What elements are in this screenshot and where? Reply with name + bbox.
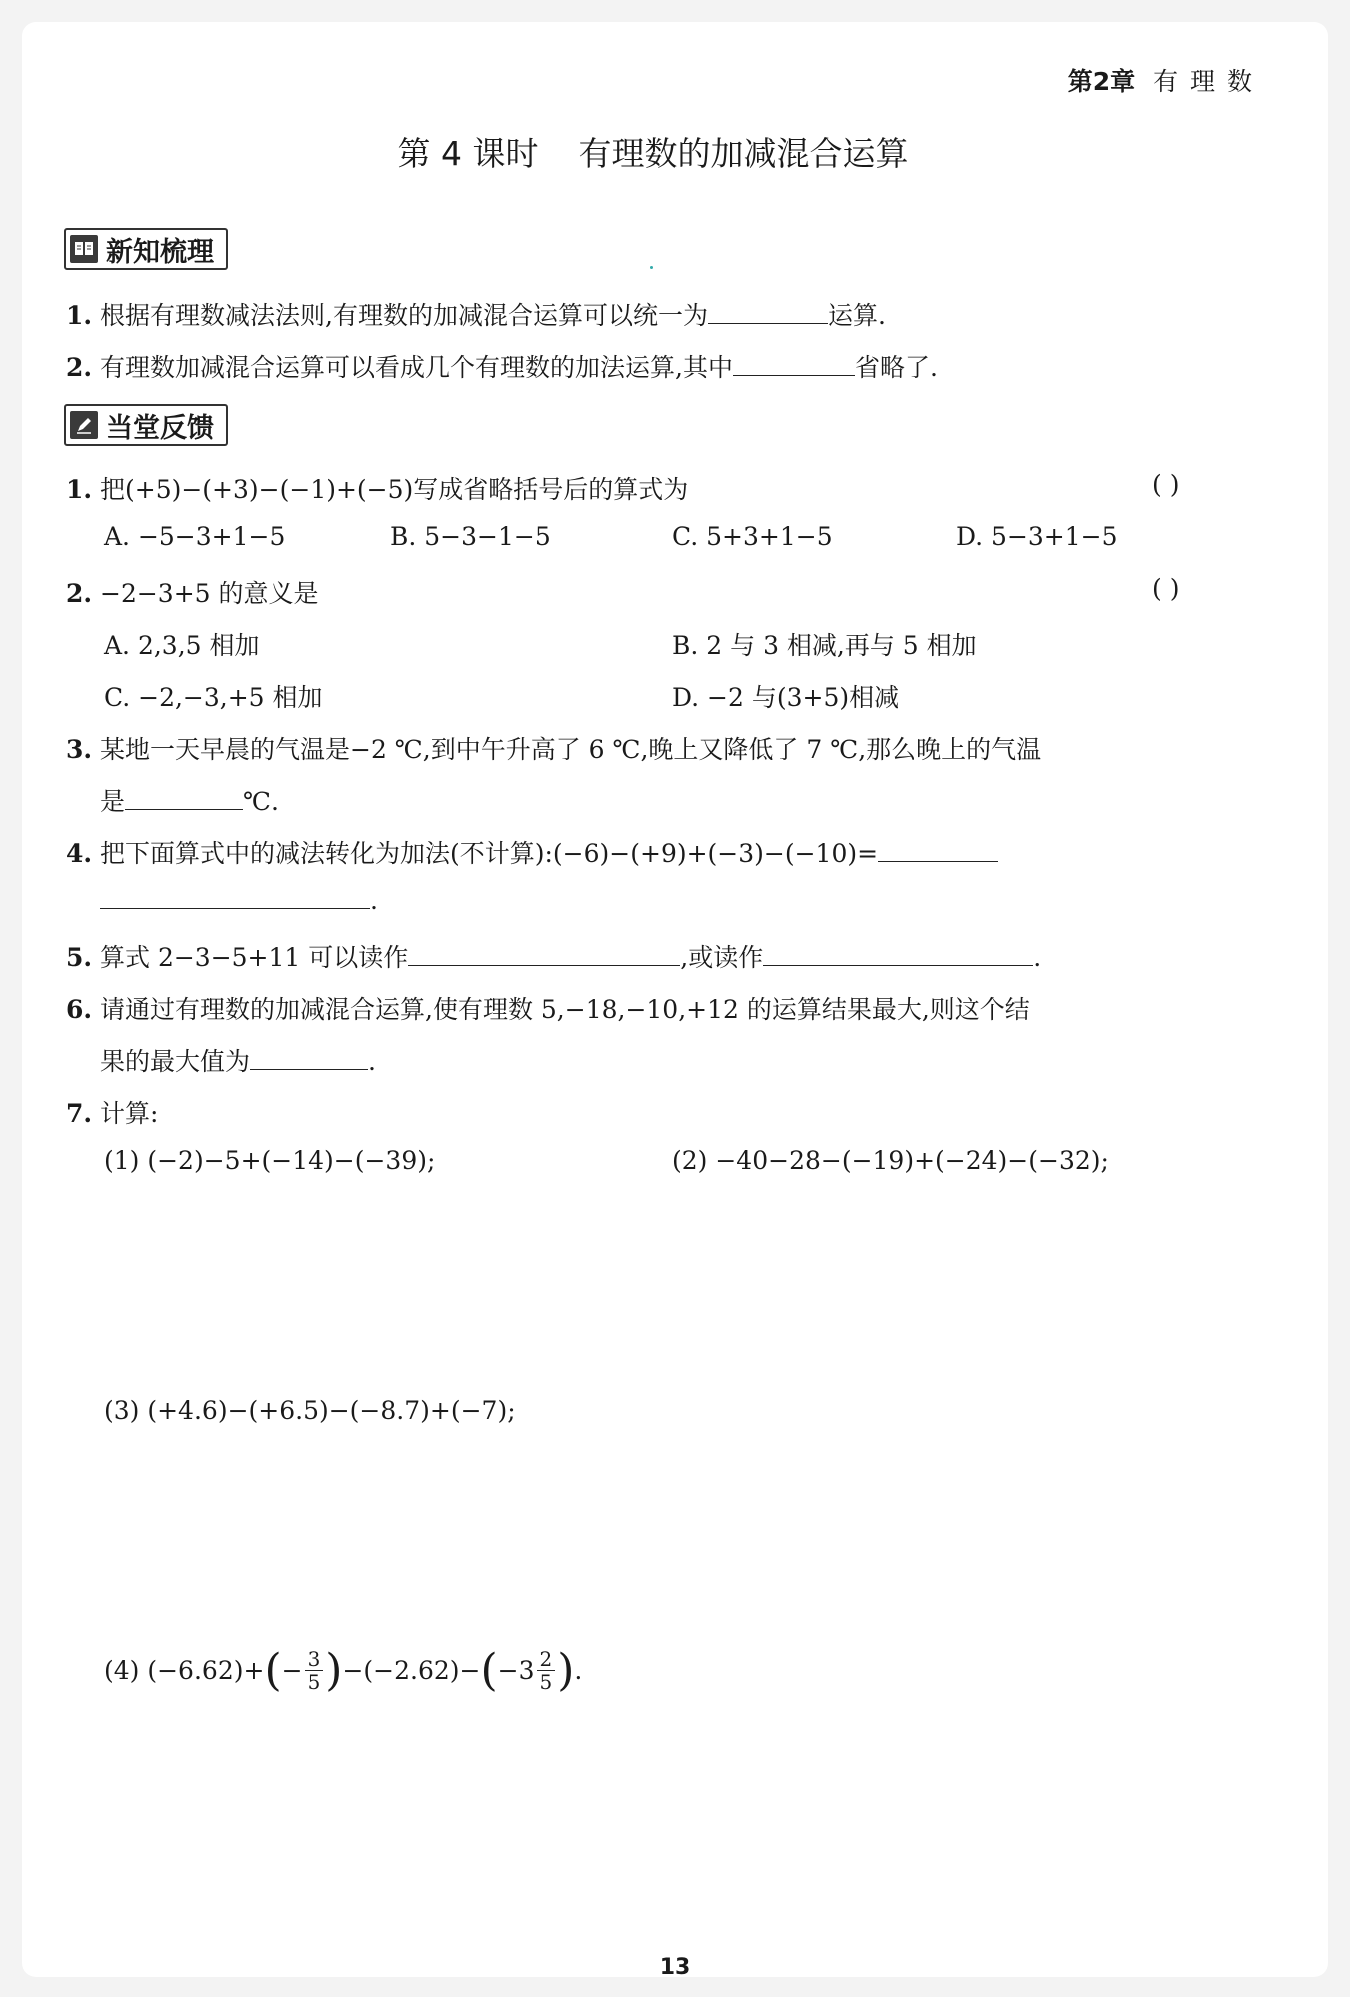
question-6-line-2: 果的最大值为 . (100, 1047, 376, 1076)
section-new-knowledge (64, 228, 228, 270)
knowledge-item-1: 1. 根据有理数减法法则,有理数的加减混合运算可以统一为 运算. (66, 301, 886, 330)
answer-blank[interactable] (100, 886, 370, 909)
section-title: 新知梳理 (106, 236, 214, 268)
answer-blank[interactable] (250, 1047, 368, 1070)
option-b[interactable]: B. 5−3−1−5 (390, 522, 551, 551)
knowledge-item-2: 2. 有理数加减混合运算可以看成几个有理数的加法运算,其中 省略了. (66, 353, 938, 382)
pencil-icon (70, 411, 98, 439)
answer-blank[interactable] (878, 839, 998, 862)
question-5: 5. 算式 2−3−5+11 可以读作 ,或读作 . (66, 943, 1042, 972)
section-title: 当堂反馈 (106, 412, 214, 444)
question-3: 3. 某地一天早晨的气温是−2 ℃,到中午升高了 6 ℃,晚上又降低了 7 ℃,那么晚上的气温 (66, 735, 1042, 764)
option-c[interactable]: C. 5+3+1−5 (672, 522, 833, 551)
lesson-number: 第 4 课时 (397, 134, 539, 173)
question-2: 2. −2−3+5 的意义是 (66, 579, 319, 608)
question-7: 7. 计算: (66, 1099, 159, 1128)
option-a[interactable]: A. −5−3+1−5 (104, 522, 286, 551)
answer-blank[interactable] (763, 943, 1033, 966)
answer-blank[interactable] (408, 943, 680, 966)
lesson-title (0, 128, 1306, 175)
lesson-topic: 有理数的加减混合运算 (578, 134, 909, 173)
option-d[interactable]: D. −2 与(3+5)相减 (672, 683, 900, 712)
option-d[interactable]: D. 5−3+1−5 (956, 522, 1118, 551)
answer-blank[interactable] (708, 301, 828, 324)
question-6: 6. 请通过有理数的加减混合运算,使有理数 5,−18,−10,+12 的运算结果最大,则这个结 (66, 995, 1030, 1024)
calc-problem-2: (2) −40−28−(−19)+(−24)−(−32); (672, 1146, 1109, 1175)
page-number: 13 (659, 1955, 691, 1980)
chapter-header (1068, 62, 1254, 98)
chapter-number: 第2章 (1067, 67, 1136, 96)
option-a[interactable]: A. 2,3,5 相加 (104, 631, 260, 660)
calc-problem-3: (3) (+4.6)−(+6.5)−(−8.7)+(−7); (104, 1396, 516, 1425)
question-3-line-2: 是 ℃. (100, 787, 279, 816)
section-class-feedback (64, 404, 228, 446)
answer-blank[interactable] (125, 787, 243, 810)
answer-bracket[interactable]: ( ) (1152, 470, 1180, 499)
fraction: $\frac{2}{5}$ (537, 1648, 556, 1693)
answer-bracket[interactable]: ( ) (1152, 574, 1180, 603)
calc-problem-1: (1) (−2)−5+(−14)−(−39); (104, 1146, 436, 1175)
chapter-subject: 有 理 数 (1153, 67, 1254, 96)
fraction: $\frac{3}{5}$ (305, 1648, 324, 1693)
question-4: 4. 把下面算式中的减法转化为加法(不计算):(−6)−(+9)+(−3)−(−10)= (66, 834, 998, 870)
question-1: 1. 把(+5)−(+3)−(−1)+(−5)写成省略括号后的算式为 (66, 475, 689, 504)
option-b[interactable]: B. 2 与 3 相减,再与 5 相加 (672, 631, 977, 660)
calc-problem-4: (4) (−6.62)+ ( − $\frac{3}{5}$ ) −(−2.62)− ( −3 $\frac{2}{5}$ ) . (104, 1644, 583, 1696)
question-4-line-2: . (100, 886, 378, 915)
option-c[interactable]: C. −2,−3,+5 相加 (104, 683, 323, 712)
book-icon (70, 235, 98, 263)
answer-blank[interactable] (733, 353, 855, 376)
